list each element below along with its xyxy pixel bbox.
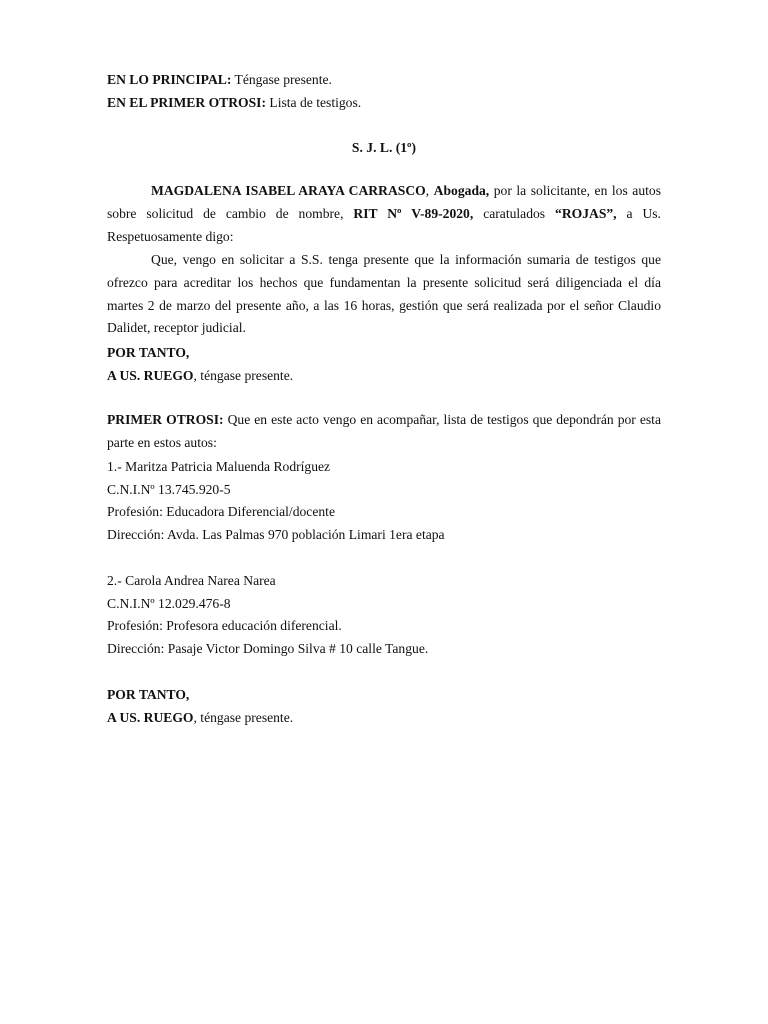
document-page (107, 0, 661, 1024)
case-rit: RIT Nº V-89-2020, (353, 205, 474, 221)
witness-2-name: 2.- Carola Andrea Narea Narea (107, 573, 276, 588)
ruego-label-2: A US. RUEGO (107, 710, 194, 725)
principal-label: EN LO PRINCIPAL: (107, 72, 232, 87)
principal-text: Téngase presente. (234, 72, 332, 87)
primer-otrosi-text: Que en este acto vengo en acompañar, lista de testigos que depondrán por esta parte en estos autos: (107, 412, 661, 450)
ruego-1 (107, 368, 293, 384)
witness-2-address: Dirección: Pasaje Victor Domingo Silva # 10 calle Tangue. (107, 641, 429, 656)
otrosi-label: EN EL PRIMER OTROSI: (107, 95, 266, 110)
body-paragraph (107, 249, 661, 340)
por-tanto-2: POR TANTO, (107, 687, 190, 702)
intro-paragraph (107, 180, 661, 248)
intro-text-2: caratulados (483, 205, 546, 221)
witness-1-address: Dirección: Avda. Las Palmas 970 población Limari 1era etapa (107, 527, 445, 542)
witness-2-cni: C.N.I.Nº 12.029.476-8 (107, 596, 231, 611)
ruego-text-2: , téngase presente. (193, 710, 294, 725)
header-principal (107, 72, 332, 88)
witness-1-cni: C.N.I.Nº 13.745.920-5 (107, 482, 231, 497)
ruego-label-1: A US. RUEGO (107, 368, 194, 383)
header-otrosi (107, 95, 361, 111)
intro-text-1: por la solicitante, en los autos sobre solicitud de cambio de nombre (107, 183, 662, 221)
witness-1-name: 1.- Maritza Patricia Maluenda Rodríguez (107, 459, 331, 474)
intro-comma-2: , (340, 205, 344, 221)
witness-1-profession: Profesión: Educadora Diferencial/docente (107, 504, 335, 519)
intro-text-3: a Us. Respetuosamente digo: (107, 205, 661, 244)
primer-otrosi-paragraph (107, 409, 661, 455)
lawyer-title: Abogada, (433, 183, 490, 198)
addressee: S. J. L. (1º) (351, 140, 417, 155)
ruego-2 (107, 710, 293, 726)
intro-comma: , (425, 183, 430, 198)
primer-otrosi-label: PRIMER OTROSI: (107, 412, 224, 427)
body-text: Que, vengo en solicitar a S.S. tenga presente que la información sumaria de testigos que ofrezco para acreditar los hechos que fundamentan la presente solicitud será diligenciada el día martes 2 de marzo del presente año, a las 16 horas, gestión que será realizada por el señor Claudio Dalidet, receptor judicial. (107, 252, 661, 336)
witness-2-profession: Profesión: Profesora educación diferencial. (107, 618, 342, 633)
lawyer-name: MAGDALENA ISABEL ARAYA CARRASCO (151, 183, 426, 198)
otrosi-text: Lista de testigos. (269, 95, 362, 110)
ruego-text-1: , téngase presente. (193, 368, 294, 383)
case-name: “ROJAS”, (555, 205, 617, 221)
por-tanto-1: POR TANTO, (107, 345, 190, 360)
